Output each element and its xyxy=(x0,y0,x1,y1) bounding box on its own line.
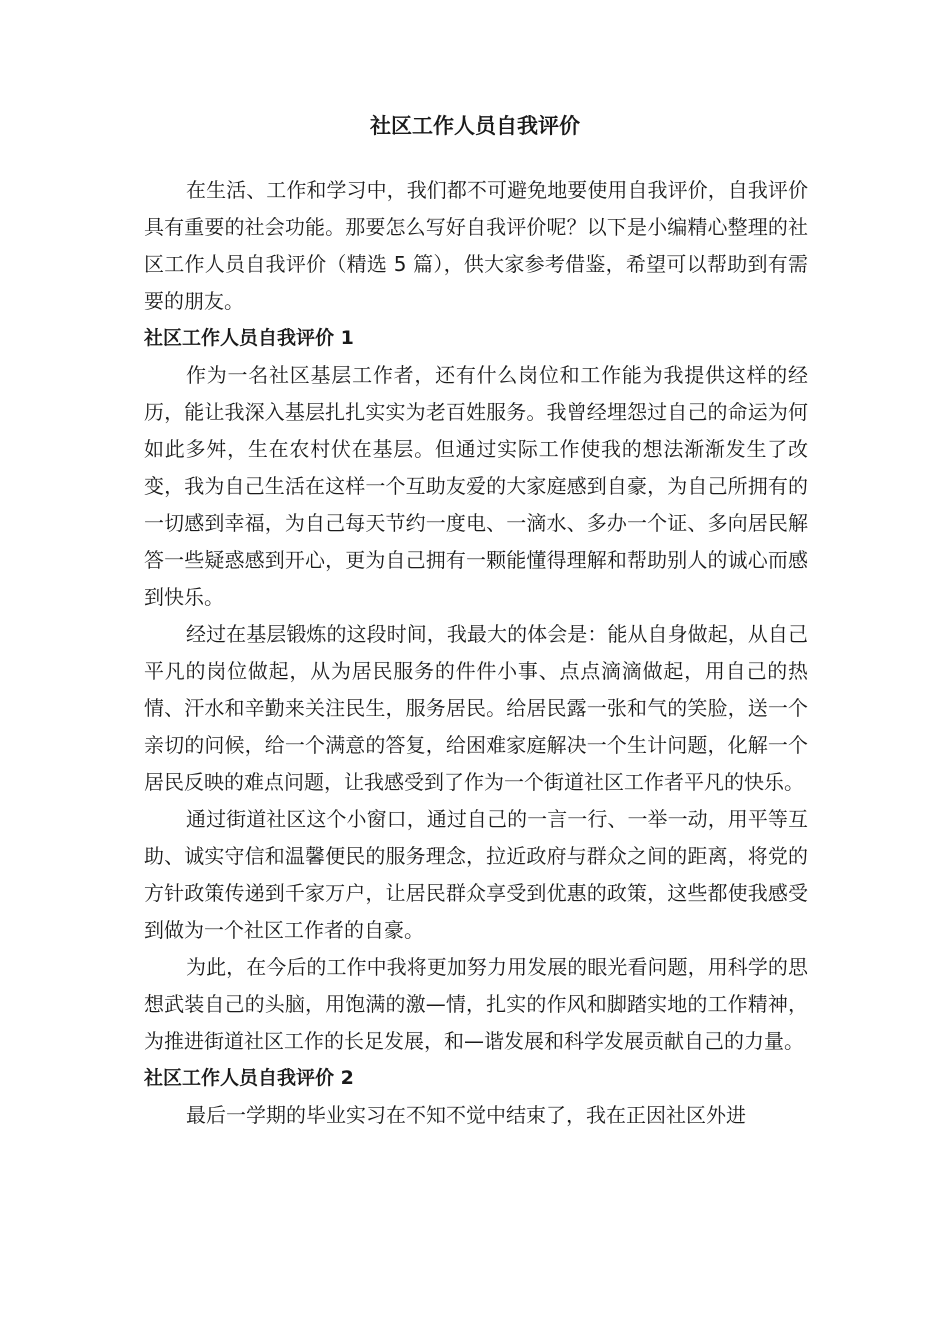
section-2-paragraph-1: 最后一学期的毕业实习在不知不觉中结束了，我在正因社区外进 xyxy=(186,1103,746,1127)
intro-paragraph: 在生活、工作和学习中，我们都不可避免地要使用自我评价，自我评价具有重要的社会功能。那要怎么写好自我评价呢？以下是小编精心整理的社区工作人员自我评价（精选 5 篇），供大家参考借鉴，希望可以帮助到有需要的朋友。 xyxy=(144,178,808,313)
section-1-paragraph-1: 作为一名社区基层工作者，还有什么岗位和工作能为我提供这样的经历，能让我深入基层扎扎实实为老百姓服务。我曾经埋怨过自己的命运为何如此多舛，生在农村伏在基层。但通过实际工作使我的想法渐渐发生了改变，我为自己生活在这样一个互助友爱的大家庭感到自豪，为自己所拥有的一切感到幸福，为自己每天节约一度电、一滴水、多办一个证、多向居民解答一些疑惑感到开心，更为自己拥有一颗能懂得理解和帮助别人的诚心而感到快乐。 xyxy=(144,363,808,609)
section-1-paragraph-4: 为此，在今后的工作中我将更加努力用发展的眼光看问题，用科学的思想武装自己的头脑，用饱满的激—情，扎实的作风和脚踏实地的工作精神，为推进街道社区工作的长足发展，和—谐发展和科学发展贡献自己的力量。 xyxy=(144,955,808,1053)
section-heading-1: 社区工作人员自我评价 1 xyxy=(144,327,354,349)
section-heading-2: 社区工作人员自我评价 2 xyxy=(144,1067,354,1089)
document-body xyxy=(144,172,808,1134)
section-1-paragraph-2: 经过在基层锻炼的这段时间，我最大的体会是：能从自身做起，从自己平凡的岗位做起，从为居民服务的件件小事、点点滴滴做起，用自己的热情、汗水和辛勤来关注民生，服务居民。给居民露一张和气的笑脸，送一个亲切的问候，给一个满意的答复，给困难家庭解决一个生计问题，化解一个居民反映的难点问题，让我感受到了作为一个街道社区工作者平凡的快乐。 xyxy=(144,622,808,794)
document-title: 社区工作人员自我评价 xyxy=(370,114,580,138)
section-1-paragraph-3: 通过街道社区这个小窗口，通过自己的一言一行、一举一动，用平等互助、诚实守信和温馨便民的服务理念，拉近政府与群众之间的距离，将党的方针政策传递到千家万户，让居民群众享受到优惠的政策，这些都使我感受到做为一个社区工作者的自豪。 xyxy=(144,807,808,942)
